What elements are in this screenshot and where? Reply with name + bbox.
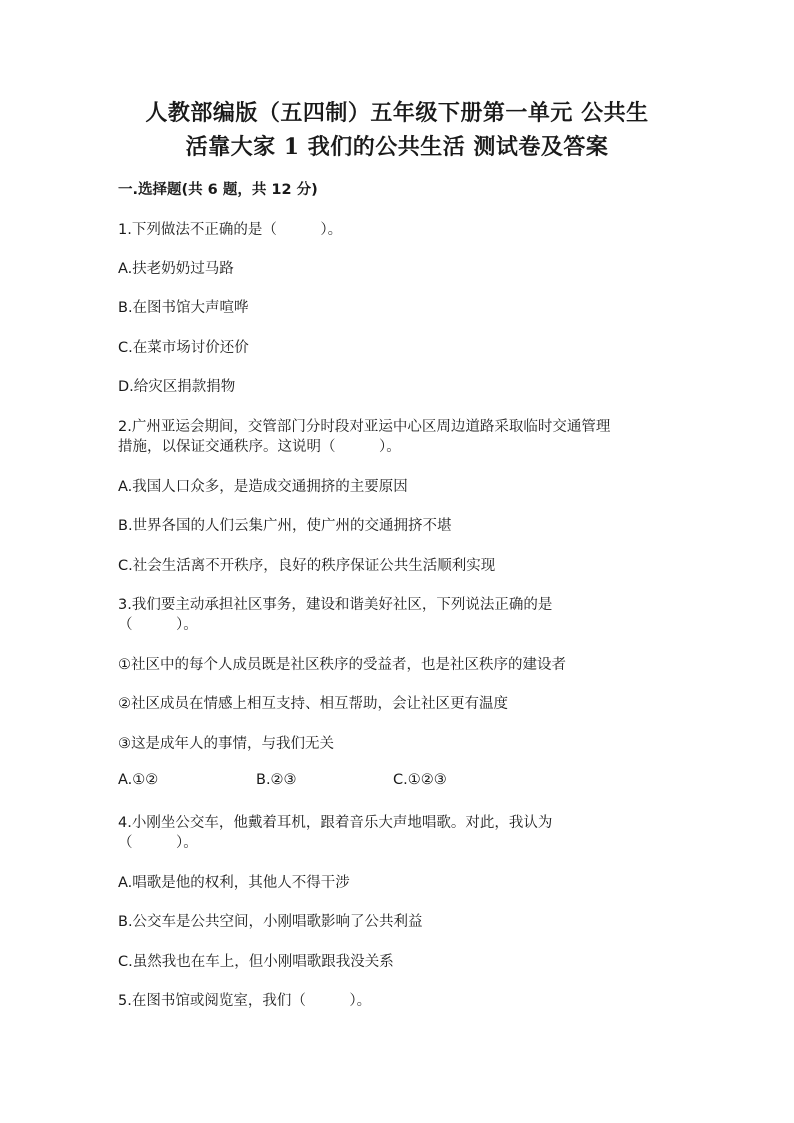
question-4-stem-line-2: （ ）。 — [118, 835, 198, 851]
question-4-stem-line-1: 4.小刚坐公交车，他戴着耳机，跟着音乐大声地唱歌。对此，我认为 — [118, 815, 553, 831]
question-3-statement-1: ①社区中的每个人成员既是社区秩序的受益者，也是社区秩序的建设者 — [118, 657, 566, 673]
question-3-statement-3: ③这是成年人的事情，与我们无关 — [118, 736, 334, 752]
document-title-line-1: 人教部编版（五四制）五年级下册第一单元 公共生 — [145, 100, 649, 126]
section-heading: 一.选择题(共 6 题，共 12 分) — [118, 182, 318, 198]
question-3-option-b: B.②③ — [256, 772, 297, 788]
question-2-stem-line-2: 措施，以保证交通秩序。这说明（ ）。 — [118, 439, 401, 455]
question-2-stem-line-1: 2.广州亚运会期间，交管部门分时段对亚运中心区周边道路采取临时交通管理 — [118, 419, 611, 435]
document-title-line-2: 活靠大家 1 我们的公共生活 测试卷及答案 — [185, 134, 609, 160]
question-3-statement-2: ②社区成员在情感上相互支持、相互帮助，会让社区更有温度 — [118, 696, 508, 712]
question-2-option-a: A.我国人口众多，是造成交通拥挤的主要原因 — [118, 479, 408, 495]
question-3-option-c: C.①②③ — [393, 772, 447, 788]
question-3-stem-line-1: 3.我们要主动承担社区事务，建设和谐美好社区，下列说法正确的是 — [118, 597, 553, 613]
question-1-stem: 1.下列做法不正确的是（ ）。 — [118, 222, 343, 238]
question-4-option-b: B.公交车是公共空间，小刚唱歌影响了公共利益 — [118, 914, 423, 930]
question-2-option-b: B.世界各国的人们云集广州，使广州的交通拥挤不堪 — [118, 518, 452, 534]
question-1-option-c: C.在菜市场讨价还价 — [118, 340, 249, 356]
question-3-option-a: A.①② — [118, 772, 159, 788]
question-1-option-d: D.给灾区捐款捐物 — [118, 379, 236, 395]
question-1-option-a: A.扶老奶奶过马路 — [118, 261, 234, 277]
question-3-stem-line-2: （ ）。 — [118, 617, 198, 633]
question-5-stem: 5.在图书馆或阅览室，我们（ ）。 — [118, 993, 372, 1009]
question-2-option-c: C.社会生活离不开秩序，良好的秩序保证公共生活顺利实现 — [118, 558, 496, 574]
question-4-option-c: C.虽然我也在车上，但小刚唱歌跟我没关系 — [118, 954, 394, 970]
question-1-option-b: B.在图书馆大声喧哗 — [118, 300, 249, 316]
question-4-option-a: A.唱歌是他的权利，其他人不得干涉 — [118, 875, 350, 891]
